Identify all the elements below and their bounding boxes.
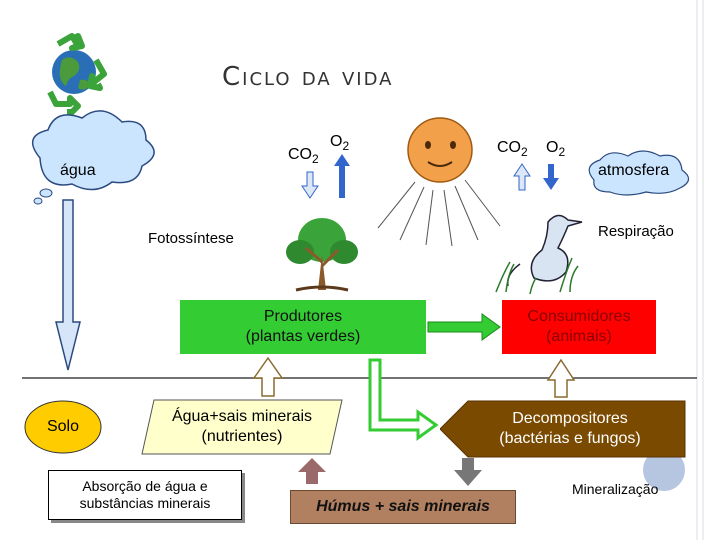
water-cloud bbox=[33, 111, 154, 204]
o2-right-label: $O_2$ bbox=[546, 139, 566, 160]
decompositores-box bbox=[440, 400, 686, 458]
solo-label: Solo bbox=[46, 418, 80, 435]
humus-box: Húmus + sais minerais bbox=[290, 490, 516, 524]
o2-arrow-down-right bbox=[543, 164, 559, 190]
produtores-to-decompositores-arrow bbox=[370, 360, 436, 438]
produtores-box: Produtores (plantas verdes) bbox=[180, 300, 426, 354]
atmosfera-label: atmosfera bbox=[598, 162, 670, 179]
o2-arrow-up-left bbox=[334, 154, 350, 198]
nutrients-up-arrow bbox=[254, 358, 282, 396]
absorcao-box: Absorção de água e substâncias minerais bbox=[48, 470, 242, 520]
co2-left-label: $CO_2$ bbox=[288, 146, 319, 167]
co2-arrow-up-right bbox=[514, 164, 530, 190]
mineralizacao-label: Mineralização bbox=[572, 481, 659, 497]
rain-arrow bbox=[56, 200, 80, 370]
decompositores-label: Decompositores (bactérias e fungos) bbox=[499, 410, 641, 447]
agua-sais-box bbox=[140, 398, 344, 456]
produtores-to-consumidores-arrow bbox=[428, 314, 500, 340]
co2-arrow-down-left bbox=[302, 172, 318, 198]
atmosfera-cloud bbox=[580, 150, 700, 196]
agua-label: água bbox=[60, 162, 96, 179]
recycle-globe-icon bbox=[50, 36, 104, 114]
page-title: Ciclo da vida bbox=[222, 62, 394, 92]
heron-icon bbox=[496, 215, 582, 294]
plant-icon bbox=[286, 218, 358, 290]
o2-left-label: $O_2$ bbox=[330, 133, 350, 154]
decompositores-to-humus-arrow bbox=[454, 458, 482, 486]
sun-icon bbox=[378, 118, 500, 246]
humus-up-arrow bbox=[298, 458, 326, 484]
solo-box bbox=[24, 400, 102, 454]
consumidores-decompositores-arrow bbox=[548, 360, 574, 397]
co2-right-label: $CO_2$ bbox=[497, 139, 528, 160]
agua-sais-label: Água+sais minerais (nutrientes) bbox=[171, 408, 313, 445]
respiracao-label: Respiração bbox=[598, 223, 674, 240]
consumidores-box: Consumidores (animais) bbox=[502, 300, 656, 354]
fotossintese-label: Fotossíntese bbox=[148, 230, 234, 247]
